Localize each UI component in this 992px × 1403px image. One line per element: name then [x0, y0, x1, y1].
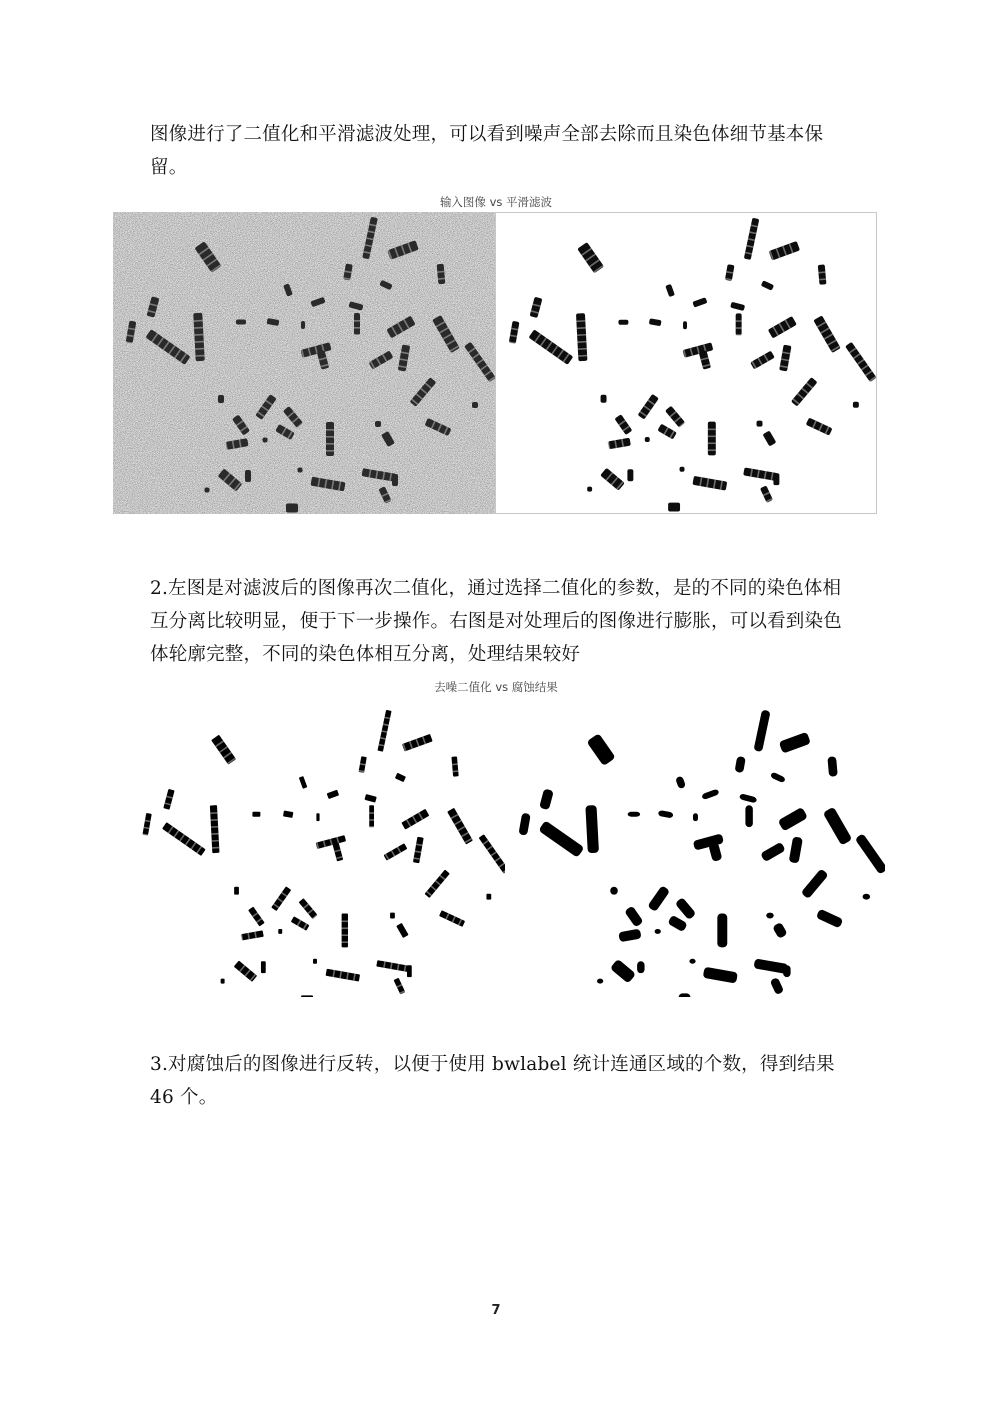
chromosome — [486, 894, 491, 900]
chromosome — [364, 794, 376, 803]
chromosome — [736, 313, 742, 335]
figure-1-input-image — [113, 212, 495, 514]
chromosome — [218, 395, 224, 403]
chromosome — [675, 897, 697, 920]
chromosome — [701, 789, 719, 801]
figure-2 — [125, 697, 885, 997]
chromosome — [801, 868, 829, 899]
chromosome — [299, 898, 318, 919]
chromosome — [316, 813, 319, 821]
chromosome — [291, 916, 310, 930]
chromosome — [778, 807, 808, 832]
paragraph-3: 3.对腐蚀后的图像进行反转，以便于使用 bwlabel 统计连通区域的个数，得到结果 46 个。 — [150, 1054, 835, 1108]
chromosome — [618, 320, 628, 325]
chromosome — [301, 321, 305, 329]
chromosome — [668, 503, 680, 512]
chromosome — [530, 297, 543, 318]
chromosome — [645, 437, 650, 442]
chromosome — [601, 395, 607, 403]
chromosome — [375, 421, 381, 427]
chromosome — [818, 264, 827, 284]
chromosome — [163, 789, 174, 810]
chromosome — [392, 474, 398, 486]
chromosome — [683, 321, 687, 329]
chromosome — [624, 906, 644, 928]
chromosome — [665, 284, 675, 297]
chromosome — [395, 773, 406, 782]
chromosome — [354, 313, 360, 335]
eroded-chromosome-image — [500, 697, 885, 997]
chromosome — [750, 351, 775, 370]
chromosome — [396, 923, 408, 938]
chromosome — [529, 329, 574, 364]
chromosome — [241, 930, 264, 940]
chromosome — [658, 810, 674, 818]
noisy-chromosome-image — [113, 212, 495, 514]
chromosome — [679, 993, 691, 997]
chromosome — [286, 504, 298, 513]
chromosome — [608, 438, 631, 450]
chromosome — [221, 979, 225, 984]
paragraph-1: 图像进行了二值化和平滑滤波处理，可以看到噪声全部去除而且染色体细节基本保留。 — [150, 124, 824, 178]
figure-1-caption: 输入图像 vs 平滑滤波 — [439, 195, 553, 209]
chromosome — [234, 960, 257, 981]
chromosome — [142, 813, 151, 835]
chromosome — [779, 732, 811, 754]
chromosome — [739, 793, 757, 803]
chromosome — [649, 318, 662, 326]
smoothed-chromosome-image — [496, 213, 876, 513]
chromosome — [863, 894, 870, 900]
chromosome — [667, 915, 687, 933]
chromosome — [586, 733, 615, 766]
chromosome — [761, 280, 774, 290]
chromosome — [766, 913, 773, 919]
figure-1-smoothed-image — [495, 212, 877, 514]
chromosome — [610, 959, 636, 984]
chromosome — [753, 709, 770, 752]
chromosome — [600, 468, 625, 491]
chromosome — [313, 959, 317, 964]
chromosome — [283, 810, 293, 818]
chromosome — [770, 772, 786, 784]
chromosome — [627, 469, 633, 481]
chromosome — [261, 961, 266, 973]
chromosome — [757, 421, 763, 427]
chromosome — [390, 913, 395, 919]
chromosome — [205, 488, 210, 493]
chromosome — [708, 842, 722, 862]
chromosome — [587, 487, 592, 492]
chromosome — [248, 907, 265, 927]
chromosome — [827, 756, 837, 777]
chromosome — [783, 965, 790, 977]
chromosome — [735, 756, 746, 773]
paragraph-2: 2.左图是对滤波后的图像再次二值化，通过选择二值化的参数，是的不同的染色体相互分离比较明显，便于下一步操作。右图是对处理后的图像进行膨胀，可以看到染色体轮廓完整，不同的染色体相互分离，处理结果较好 — [150, 578, 842, 665]
chromosome — [539, 788, 554, 810]
chromosome — [853, 402, 859, 408]
page-number: 7 — [491, 1303, 501, 1318]
chromosome — [770, 977, 785, 995]
chromosome — [518, 813, 530, 836]
chromosome — [745, 805, 752, 827]
chromosome — [610, 887, 617, 895]
chromosome — [692, 297, 707, 307]
chromosome — [369, 805, 374, 827]
chromosome — [252, 812, 260, 817]
chromosome — [703, 967, 738, 984]
chromosome — [509, 321, 520, 344]
chromosome — [472, 402, 478, 408]
chromosome — [271, 886, 291, 911]
chromosome — [245, 470, 251, 482]
chromosome — [327, 790, 339, 799]
chromosome — [236, 320, 246, 325]
chromosome — [760, 842, 786, 863]
chromosome — [791, 377, 818, 406]
chromosome — [278, 929, 282, 934]
chromosome — [263, 438, 268, 443]
chromosome — [538, 820, 584, 858]
chromosome — [730, 302, 745, 311]
chromosome — [638, 394, 659, 420]
chromosome — [301, 995, 313, 997]
chromosome — [407, 965, 412, 977]
figure-2-binary-image — [125, 697, 505, 997]
chromosome — [763, 430, 777, 446]
chromosome — [637, 961, 644, 973]
chromosome — [823, 807, 853, 846]
chromosome — [855, 833, 885, 875]
figure-2-eroded-image — [500, 697, 885, 997]
chromosome — [647, 885, 670, 912]
chromosome — [439, 910, 465, 927]
chromosome — [693, 813, 698, 821]
chromosome — [585, 805, 599, 853]
chromosome — [680, 467, 685, 472]
chromosome — [451, 756, 458, 776]
chromosome — [717, 914, 727, 948]
chromosome — [773, 473, 779, 485]
chromosome — [298, 468, 303, 473]
figure-2-caption: 去噪二值化 vs 腐蚀结果 — [434, 680, 558, 694]
chromosome — [816, 909, 844, 929]
chromosome — [675, 776, 686, 790]
chromosome — [614, 414, 632, 435]
chromosome — [772, 922, 788, 939]
figure-1 — [113, 212, 877, 514]
chromosome — [789, 836, 803, 863]
chromosome — [234, 887, 239, 895]
chromosome — [447, 808, 473, 845]
chromosome — [628, 812, 640, 817]
chromosome — [655, 929, 661, 934]
binary-chromosome-image — [125, 697, 505, 997]
chromosome — [618, 929, 641, 943]
chromosome — [597, 979, 603, 984]
chromosome — [689, 959, 695, 964]
chromosome — [299, 776, 308, 789]
